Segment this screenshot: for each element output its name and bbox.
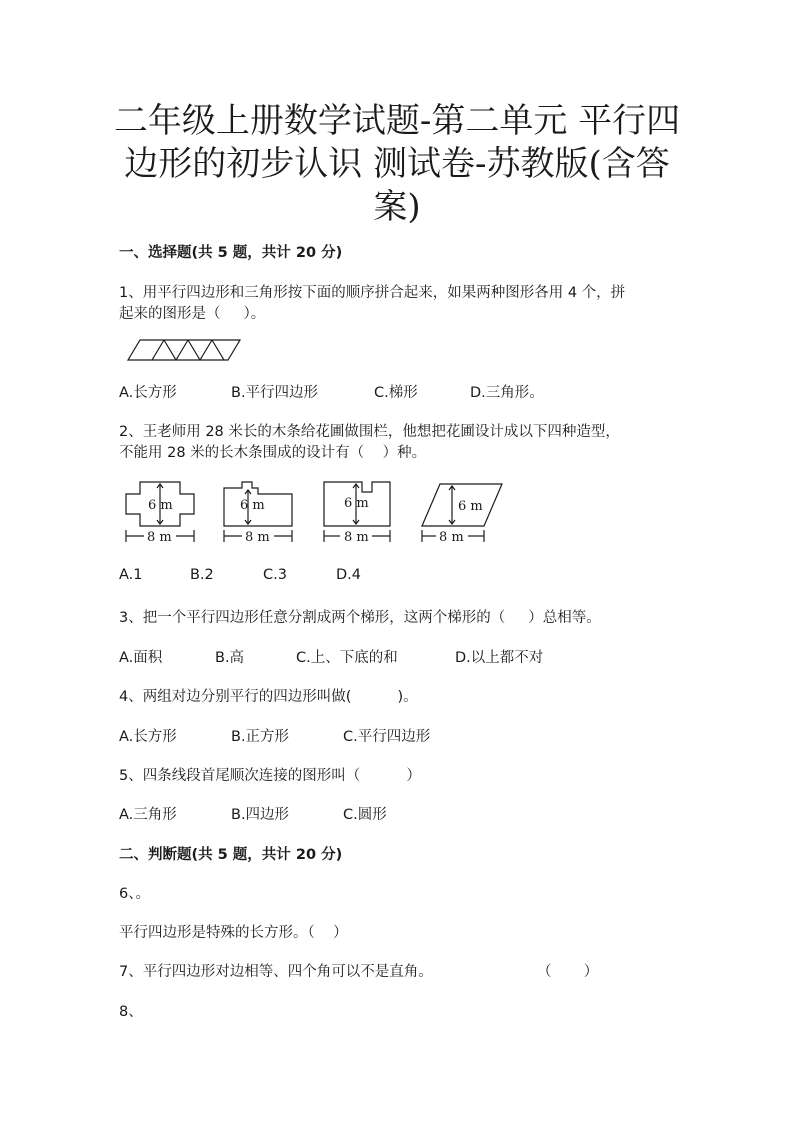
question-6-number: 6、。 <box>119 886 150 902</box>
width-label: 8 m <box>245 530 270 545</box>
question-3-option-a[interactable]: A.面积 <box>119 650 163 666</box>
question-1-text-line-1: 1、用平行四边形和三角形按下面的顺序拼合起来，如果两种图形各用 4 个，拼 <box>119 285 626 301</box>
width-label: 8 m <box>147 530 172 545</box>
question-2-figure-notched-top <box>218 478 298 546</box>
question-2-option-a[interactable]: A.1 <box>119 567 143 583</box>
question-2-text-line-2: 不能用 28 米的长木条围成的设计有（ ）种。 <box>119 445 427 461</box>
question-7-answer-blank[interactable]: （ ） <box>537 964 599 980</box>
question-5-option-a[interactable]: A.三角形 <box>119 807 177 823</box>
question-2-figure-rectangle-notch <box>318 478 398 546</box>
question-2-text-line-1: 2、王老师用 28 米长的木条给花圃做围栏，他想把花圃设计成以下四种造型， <box>119 424 620 440</box>
title-line-2: 边形的初步认识 测试卷-苏教版(含答 <box>124 144 670 184</box>
document-title <box>100 100 694 229</box>
strip-divider <box>200 340 212 360</box>
question-2-figure-parallelogram <box>418 478 508 546</box>
title-line-3: 案) <box>373 187 421 227</box>
question-1-option-c[interactable]: C.梯形 <box>374 385 418 401</box>
height-label: 6 m <box>240 498 265 513</box>
question-5-option-b[interactable]: B.四边形 <box>231 807 290 823</box>
section-heading-choice: 一、选择题(共 5 题，共计 20 分) <box>119 245 343 261</box>
width-label: 8 m <box>439 530 464 545</box>
question-1-shape-strip <box>120 336 245 364</box>
question-2-figure-cross <box>120 478 200 546</box>
strip-divider <box>176 340 188 360</box>
question-1-text-line-2: 起来的图形是（ ）。 <box>119 306 266 322</box>
height-label: 6 m <box>148 498 173 513</box>
question-2-option-b[interactable]: B.2 <box>190 567 214 583</box>
question-1-option-d[interactable]: D.三角形。 <box>470 385 544 401</box>
question-1-option-a[interactable]: A.长方形 <box>119 385 177 401</box>
question-1-option-b[interactable]: B.平行四边形 <box>231 385 319 401</box>
question-5-text: 5、四条线段首尾顺次连接的图形叫（ ） <box>119 768 421 784</box>
question-4-option-b[interactable]: B.正方形 <box>231 729 290 745</box>
question-6-text: 平行四边形是特殊的长方形。（ ） <box>119 925 348 941</box>
section-heading-judgement: 二、判断题(共 5 题，共计 20 分) <box>119 847 343 863</box>
question-7-text: 7、平行四边形对边相等、四个角可以不是直角。 <box>119 964 433 980</box>
question-2-option-d[interactable]: D.4 <box>336 567 361 583</box>
question-4-text: 4、两组对边分别平行的四边形叫做( )。 <box>119 689 418 705</box>
height-label: 6 m <box>344 496 369 511</box>
question-2-option-c[interactable]: C.3 <box>263 567 287 583</box>
title-line-1: 二年级上册数学试题-第二单元 平行四 <box>113 101 681 141</box>
strip-divider <box>188 340 200 360</box>
question-3-text: 3、把一个平行四边形任意分割成两个梯形，这两个梯形的（ ）总相等。 <box>119 610 601 626</box>
question-8-number: 8、 <box>119 1004 143 1020</box>
strip-outline <box>128 340 240 360</box>
question-4-option-a[interactable]: A.长方形 <box>119 729 177 745</box>
question-3-option-c[interactable]: C.上、下底的和 <box>296 650 398 666</box>
question-5-option-c[interactable]: C.圆形 <box>343 807 387 823</box>
question-3-option-d[interactable]: D.以上都不对 <box>455 650 544 666</box>
strip-divider <box>164 340 176 360</box>
strip-divider <box>212 340 224 360</box>
question-4-option-c[interactable]: C.平行四边形 <box>343 729 431 745</box>
height-label: 6 m <box>458 499 483 514</box>
question-3-option-b[interactable]: B.高 <box>215 650 245 666</box>
strip-divider <box>152 340 164 360</box>
width-label: 8 m <box>344 530 369 545</box>
